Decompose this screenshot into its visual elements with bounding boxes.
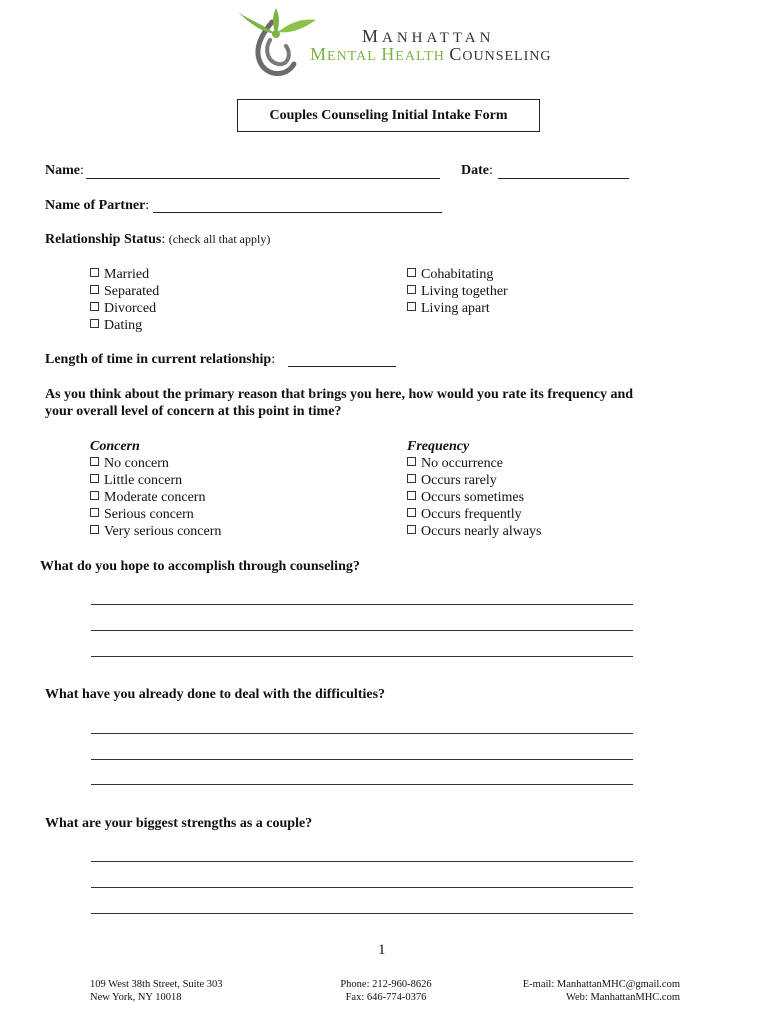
status-options-right bbox=[407, 266, 508, 317]
concern-option[interactable]: Little concern bbox=[90, 472, 221, 489]
frequency-option[interactable]: Occurs nearly always bbox=[407, 523, 542, 540]
form-title: Couples Counseling Initial Intake Form bbox=[237, 99, 540, 132]
answer-line[interactable] bbox=[91, 913, 633, 914]
question-goals: What do you hope to accomplish through counseling? bbox=[40, 559, 360, 574]
checkbox-icon[interactable] bbox=[90, 525, 99, 534]
web-link[interactable]: Web: ManhattanMHC.com bbox=[565, 992, 680, 1003]
answer-line[interactable] bbox=[91, 759, 633, 760]
frequency-option[interactable]: Occurs sometimes bbox=[407, 489, 542, 506]
status-option-living-together[interactable]: Living together bbox=[407, 283, 508, 300]
status-option-separated[interactable]: Separated bbox=[90, 283, 159, 300]
frequency-option[interactable]: Occurs frequently bbox=[407, 506, 542, 523]
checkbox-icon[interactable] bbox=[407, 491, 416, 500]
concern-option[interactable]: Serious concern bbox=[90, 506, 221, 523]
checkbox-icon[interactable] bbox=[90, 508, 99, 517]
footer-address: 109 West 38th Street, Suite 303 New York, NY 10018 bbox=[90, 979, 223, 1003]
answer-line[interactable] bbox=[91, 656, 633, 657]
name-field[interactable] bbox=[86, 178, 440, 179]
status-option-divorced[interactable]: Divorced bbox=[90, 300, 159, 317]
date-label: Date: bbox=[461, 163, 493, 178]
answer-line[interactable] bbox=[91, 604, 633, 605]
frequency-option[interactable]: Occurs rarely bbox=[407, 472, 542, 489]
partner-field[interactable] bbox=[153, 212, 442, 213]
relationship-length-field[interactable] bbox=[288, 366, 396, 367]
email-link[interactable]: E-mail: ManhattanMHC@gmail.com bbox=[522, 979, 680, 990]
footer-contact bbox=[500, 978, 680, 1004]
status-options-left bbox=[90, 266, 159, 334]
date-field[interactable] bbox=[498, 178, 629, 179]
checkbox-icon[interactable] bbox=[90, 319, 99, 328]
checkbox-icon[interactable] bbox=[90, 457, 99, 466]
status-option-married[interactable]: Married bbox=[90, 266, 159, 283]
concern-column bbox=[90, 438, 221, 540]
rating-question: As you think about the primary reason that brings you here, how would you rate its frequency and your overall level of concern at this point in time? bbox=[45, 387, 634, 419]
checkbox-icon[interactable] bbox=[90, 474, 99, 483]
concern-option[interactable]: No concern bbox=[90, 455, 221, 472]
brand-name-line1: MANHATTAN bbox=[362, 26, 495, 46]
checkbox-icon[interactable] bbox=[90, 302, 99, 311]
checkbox-icon[interactable] bbox=[90, 268, 99, 277]
checkbox-icon[interactable] bbox=[407, 525, 416, 534]
checkbox-icon[interactable] bbox=[90, 285, 99, 294]
relationship-status-label: Relationship Status: (check all that apply) bbox=[45, 232, 271, 247]
concern-option[interactable]: Very serious concern bbox=[90, 523, 221, 540]
checkbox-icon[interactable] bbox=[90, 491, 99, 500]
brand-name-line2: MENTAL HEALTH COUNSELING bbox=[310, 44, 552, 64]
name-label: Name: bbox=[45, 163, 84, 178]
logo-icon bbox=[232, 4, 322, 82]
partner-label: Name of Partner: bbox=[45, 198, 150, 213]
concern-option[interactable]: Moderate concern bbox=[90, 489, 221, 506]
checkbox-icon[interactable] bbox=[407, 302, 416, 311]
status-option-dating[interactable]: Dating bbox=[90, 317, 159, 334]
answer-line[interactable] bbox=[91, 887, 633, 888]
relationship-length-label: Length of time in current relationship: bbox=[45, 352, 276, 367]
status-option-living-apart[interactable]: Living apart bbox=[407, 300, 508, 317]
frequency-option[interactable]: No occurrence bbox=[407, 455, 542, 472]
concern-heading: Concern bbox=[90, 439, 140, 454]
checkbox-icon[interactable] bbox=[407, 508, 416, 517]
checkbox-icon[interactable] bbox=[407, 268, 416, 277]
status-option-cohabitating[interactable]: Cohabitating bbox=[407, 266, 508, 283]
frequency-heading: Frequency bbox=[407, 439, 470, 454]
footer-phone: Phone: 212-960-8626 Fax: 646-774-0376 bbox=[340, 979, 432, 1003]
checkbox-icon[interactable] bbox=[407, 285, 416, 294]
answer-line[interactable] bbox=[91, 861, 633, 862]
page-number: 1 bbox=[378, 942, 386, 958]
frequency-column bbox=[407, 438, 542, 540]
checkbox-icon[interactable] bbox=[407, 457, 416, 466]
answer-line[interactable] bbox=[91, 784, 633, 785]
question-efforts: What have you already done to deal with the difficulties? bbox=[45, 687, 386, 702]
question-strengths: What are your biggest strengths as a couple? bbox=[45, 816, 313, 831]
checkbox-icon[interactable] bbox=[407, 474, 416, 483]
answer-line[interactable] bbox=[91, 733, 633, 734]
answer-line[interactable] bbox=[91, 630, 633, 631]
